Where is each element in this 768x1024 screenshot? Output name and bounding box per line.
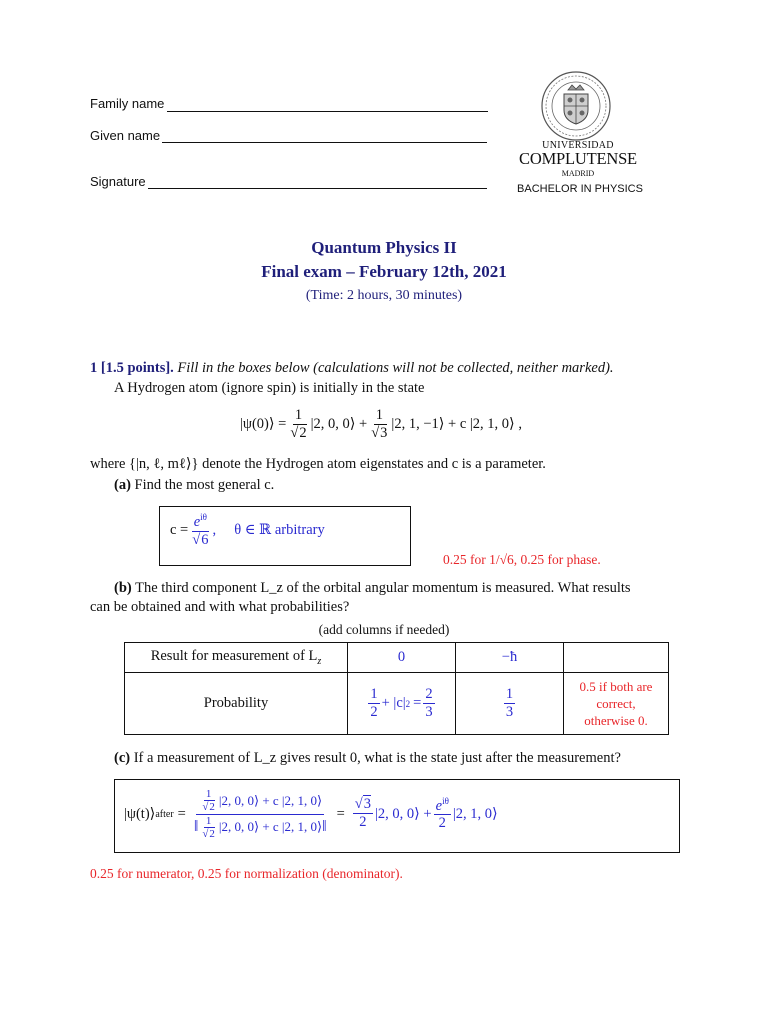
family-name-label: Family name <box>90 96 165 111</box>
prob-cell-2[interactable]: $\frac{1}{3}$ <box>456 673 564 735</box>
signature-line[interactable] <box>148 188 487 189</box>
answer-a-fraction: $\frac{e^{i\theta}}{√6}$ <box>192 512 209 548</box>
answer-c: |ψ(t)⟩ after = $\frac{1}{√2}$ |2, 0, 0⟩ + c |2, 1, 0⟩ ‖ $\frac{1}{√2}$ |2, 0, 0⟩ + c |2, 1, 0⟩ ‖ = $\frac{√3}{2}$ |2, 0, 0⟩ + $\frac{e^{i\theta}}{2}$ |2, 1, 0⟩ <box>124 788 498 840</box>
row1-header: Result for measurement of $L_z$ <box>125 643 348 673</box>
answer-a-lhs: c = <box>170 522 189 539</box>
where-text: where {|n, ℓ, mℓ⟩} denote the Hydrogen atom eigenstates and c is a parameter. <box>90 456 546 472</box>
logo-madrid: MADRID <box>561 169 595 178</box>
part-c-text: If a measurement of L_z gives result 0, what is the state just after the measurement? <box>133 750 621 766</box>
prob-cell-1[interactable]: $\frac{1}{2}$ + |c| 2 = $\frac{2}{3}$ <box>348 673 456 735</box>
grading-b: 0.5 if both are correct, otherwise 0. <box>564 673 669 735</box>
given-name-label: Given name <box>90 128 161 143</box>
fraction-one-over-sqrt2: $\frac{1}{√2}$ <box>290 407 307 441</box>
answer-c-lhs: |ψ(t)⟩ <box>124 805 156 822</box>
problem-number: 1 [1.5 points]. <box>90 360 174 376</box>
answer-a-tail: , θ ∈ ℝ arbitrary <box>212 522 325 539</box>
results-table <box>124 642 669 735</box>
answer-c-rhs2: |2, 1, 0⟩ <box>452 805 498 822</box>
answer-c-rhs1: |2, 0, 0⟩ + <box>375 805 432 822</box>
part-c-question <box>114 750 621 767</box>
result-cell-1[interactable]: 0 <box>348 643 456 673</box>
exam-title: Final exam – February 12th, 2021 <box>261 262 507 281</box>
part-a-question <box>114 477 274 494</box>
grading-c: 0.25 for numerator, 0.25 for normalization (denominator). <box>90 866 403 881</box>
given-name-line[interactable] <box>162 142 487 143</box>
fraction-phase-over-2: $\frac{e^{i\theta}}{2}$ <box>435 795 449 832</box>
table-row <box>125 643 669 673</box>
signature-label: Signature <box>90 174 146 189</box>
equation-ket-200: |2, 0, 0⟩ + <box>310 416 368 433</box>
answer-a <box>170 513 325 548</box>
problem-instruction: Fill in the boxes below (calculations will not be collected, neither marked). <box>177 360 614 376</box>
initial-state-equation <box>240 408 522 442</box>
equation-ket-21m1: |2, 1, −1⟩ + c |2, 1, 0⟩ , <box>391 416 522 433</box>
degree-label: BACHELOR IN PHYSICS <box>517 183 643 195</box>
equation-lhs: |ψ(0)⟩ = <box>240 416 287 433</box>
problem-intro: A Hydrogen atom (ignore spin) is initially in the state <box>114 380 425 396</box>
part-b-label: (b) <box>114 580 132 596</box>
result-cell-3[interactable] <box>564 643 669 673</box>
exam-time: (Time: 2 hours, 30 minutes) <box>305 288 463 303</box>
fraction-sqrt3-over-2: $\frac{√3}{2}$ <box>354 796 371 831</box>
part-a-label: (a) <box>114 477 131 493</box>
problem-statement <box>90 360 614 377</box>
result-cell-2[interactable]: −ħ <box>456 643 564 673</box>
grading-a: 0.25 for 1/√6, 0.25 for phase. <box>443 552 601 567</box>
part-b-question-line1 <box>114 580 631 597</box>
table-note: (add columns if needed) <box>318 622 450 637</box>
course-title: Quantum Physics II <box>311 238 457 257</box>
part-c-label: (c) <box>114 750 131 766</box>
logo-complutense: COMPLUTENSE <box>519 149 637 168</box>
table-row <box>125 673 669 735</box>
part-b-text: The third component L_z of the orbital angular momentum is measured. What results <box>135 580 631 596</box>
university-crest-icon <box>540 70 612 142</box>
part-b-question-line2: can be obtained and with what probabilities? <box>90 599 350 615</box>
logo-universidad: UNIVERSIDAD <box>542 140 614 151</box>
family-name-line[interactable] <box>167 111 488 112</box>
answer-c-normalized-fraction: $\frac{1}{√2}$ |2, 0, 0⟩ + c |2, 1, 0⟩ ‖ $\frac{1}{√2}$ |2, 0, 0⟩ + c |2, 1, 0⟩ ‖ <box>193 788 327 840</box>
fraction-one-over-sqrt3: $\frac{1}{√3}$ <box>371 407 388 441</box>
part-a-text: Find the most general c. <box>134 477 275 493</box>
row2-header: Probability <box>125 673 348 735</box>
